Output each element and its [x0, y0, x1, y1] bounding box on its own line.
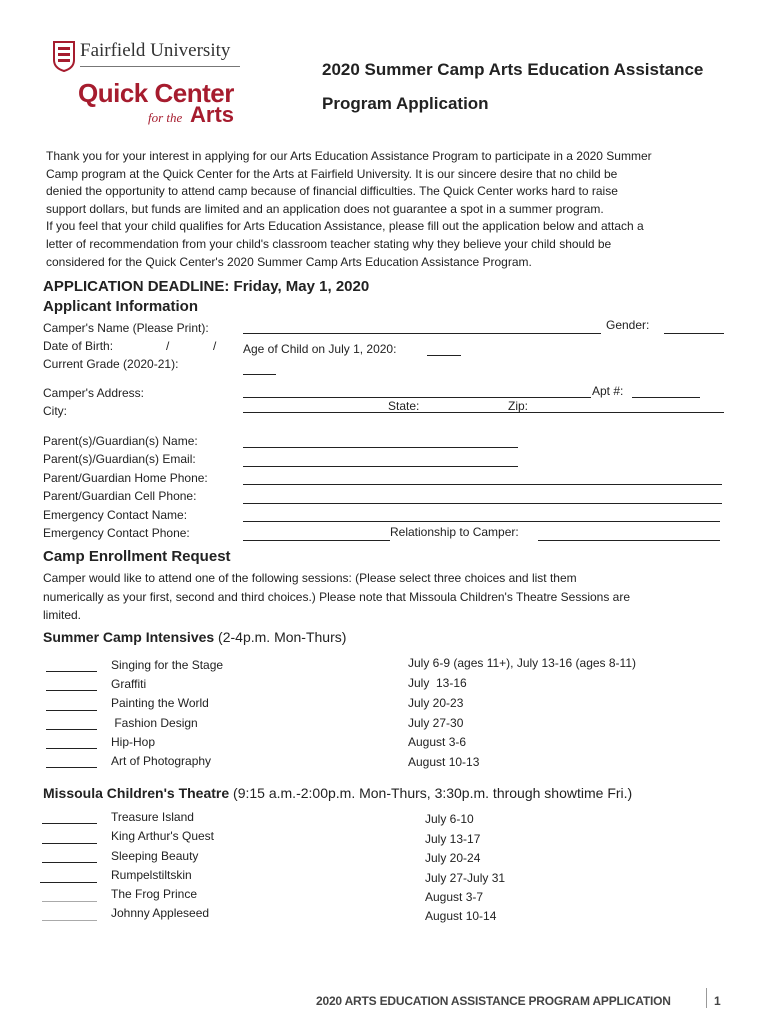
enrollment-text — [43, 569, 630, 625]
list-item: Fashion Design — [111, 716, 198, 730]
choice-blank[interactable] — [42, 901, 97, 902]
session-dates: July 20-24 — [425, 851, 481, 865]
choice-blank[interactable] — [46, 767, 97, 768]
intro-line: letter of recommendation from your child's classroom teacher stating why they believe your child should be — [46, 236, 612, 251]
address-field[interactable] — [243, 397, 591, 398]
list-item: Singing for the Stage — [111, 658, 224, 672]
emergency-name-label: Emergency Contact Name: — [43, 508, 188, 522]
gender-field[interactable] — [664, 333, 724, 334]
choice-blank[interactable] — [42, 823, 97, 824]
title-line-1: 2020 Summer Camp Arts Education Assistance — [322, 60, 704, 79]
session-dates: August 10-14 — [425, 909, 497, 923]
enrollment-line: limited. — [43, 608, 82, 622]
relationship-label: Relationship to Camper: — [390, 525, 519, 539]
list-item: Hip-Hop — [111, 735, 156, 749]
parent-email-label: Parent(s)/Guardian(s) Email: — [43, 452, 196, 466]
intro-paragraph — [46, 148, 736, 271]
session-dates: July 6-10 — [425, 812, 474, 826]
choice-blank[interactable] — [46, 710, 97, 711]
choice-blank[interactable] — [42, 862, 97, 863]
choice-blank[interactable] — [40, 882, 97, 883]
apt-label: Apt #: — [592, 384, 624, 398]
missoula-heading-title: Missoula Children's Theatre — [43, 785, 230, 801]
dob-separator: / — [213, 339, 217, 353]
enrollment-line: numerically as your first, second and third choices.) Please note that Missoula Children's Theatre Sessions are — [43, 589, 631, 604]
camper-name-label: Camper's Name (Please Print): — [43, 321, 209, 335]
parent-email-field[interactable] — [243, 466, 518, 467]
footer-divider — [706, 988, 707, 1008]
cell-phone-field[interactable] — [243, 503, 722, 504]
list-item: Johnny Appleseed — [111, 906, 210, 920]
intensives-heading — [43, 629, 346, 645]
applicant-info-heading: Applicant Information — [43, 298, 198, 315]
city-label: City: — [43, 404, 67, 418]
home-phone-label: Parent/Guardian Home Phone: — [43, 471, 208, 485]
university-seal-icon — [52, 40, 76, 72]
city-state-zip-field[interactable] — [243, 412, 724, 413]
application-deadline: APPLICATION DEADLINE: Friday, May 1, 2020 — [43, 278, 370, 295]
page-number: 1 — [714, 994, 721, 1008]
camper-name-field[interactable] — [243, 333, 601, 334]
list-item: Art of Photography — [111, 754, 212, 768]
emergency-phone-field[interactable] — [243, 540, 390, 541]
title-line-2: Program Application — [322, 94, 489, 113]
footer-text: 2020 ARTS EDUCATION ASSISTANCE PROGRAM APPLICATION — [316, 994, 671, 1008]
logo — [50, 38, 250, 130]
parent-name-field[interactable] — [243, 447, 518, 448]
age-label: Age of Child on July 1, 2020: — [243, 342, 397, 356]
session-dates: July 27-July 31 — [425, 871, 506, 885]
dob-separator: / — [166, 339, 170, 353]
session-dates: August 10-13 — [408, 755, 480, 769]
choice-blank[interactable] — [46, 690, 97, 691]
choice-blank[interactable] — [46, 748, 97, 749]
session-dates: July 27-30 — [408, 716, 464, 730]
grade-label: Current Grade (2020-21): — [43, 357, 179, 371]
quick-center-wordmark: Quick Center — [78, 78, 234, 108]
list-item: King Arthur's Quest — [111, 829, 215, 843]
list-item: Rumpelstiltskin — [111, 868, 192, 882]
apt-field[interactable] — [632, 397, 700, 398]
intro-line: Camp program at the Quick Center for the Arts at Fairfield University. It is our sincere desire that no child be — [46, 166, 618, 181]
age-field[interactable] — [427, 355, 461, 356]
session-dates: August 3-6 — [408, 735, 467, 749]
choice-blank[interactable] — [46, 729, 97, 730]
logo-rule — [80, 66, 240, 67]
address-label: Camper's Address: — [43, 386, 144, 400]
session-dates: July 6-9 (ages 11+), July 13-16 (ages 8-11) — [408, 656, 637, 670]
list-item: Treasure Island — [111, 810, 194, 824]
missoula-heading — [43, 785, 632, 801]
choice-blank[interactable] — [42, 920, 97, 921]
parent-name-label: Parent(s)/Guardian(s) Name: — [43, 434, 198, 448]
intro-line: support dollars, but funds are limited and an application does not guarantee a spot in a summer program. — [46, 201, 604, 216]
list-item: Painting the World — [111, 696, 209, 710]
zip-label: Zip: — [508, 399, 529, 413]
home-phone-field[interactable] — [243, 484, 722, 485]
cell-phone-label: Parent/Guardian Cell Phone: — [43, 489, 197, 503]
intensives-heading-title: Summer Camp Intensives — [43, 629, 215, 645]
intro-line: considered for the Quick Center's 2020 Summer Camp Arts Education Assistance Program. — [46, 254, 532, 269]
arts-wordmark: Arts — [190, 102, 235, 127]
enrollment-line: Camper would like to attend one of the following sessions: (Please select three choices and list them — [43, 571, 577, 585]
enrollment-heading: Camp Enrollment Request — [43, 548, 231, 565]
intensives-heading-schedule: (2-4p.m. Mon-Thurs) — [214, 629, 347, 645]
dob-label: Date of Birth: — [43, 339, 114, 353]
state-label: State: — [388, 399, 420, 413]
university-name: Fairfield University — [80, 40, 231, 61]
session-dates: July 13-17 — [425, 832, 481, 846]
emergency-phone-label: Emergency Contact Phone: — [43, 526, 190, 540]
intro-line: Thank you for your interest in applying for our Arts Education Assistance Program to participate in a 2020 Summer — [46, 149, 652, 163]
emergency-name-field[interactable] — [243, 521, 720, 522]
session-dates: July 20-23 — [408, 696, 464, 710]
list-item: The Frog Prince — [111, 887, 198, 901]
missoula-heading-schedule: (9:15 a.m.-2:00p.m. Mon-Thurs, 3:30p.m. through showtime Fri.) — [229, 785, 633, 801]
gender-label: Gender: — [606, 318, 650, 332]
list-item: Sleeping Beauty — [111, 849, 199, 863]
relationship-field[interactable] — [538, 540, 720, 541]
session-dates: August 3-7 — [425, 890, 484, 904]
session-dates: July 13-16 — [408, 676, 467, 690]
intro-line: If you feel that your child qualifies for Arts Education Assistance, please fill out the application below and attach a — [46, 219, 644, 234]
intro-line: denied the opportunity to attend camp because of financial difficulties. The Quick Center works hard to raise — [46, 184, 618, 199]
for-the-text: for the — [148, 110, 183, 125]
choice-blank[interactable] — [46, 671, 97, 672]
grade-field[interactable] — [243, 374, 276, 375]
list-item: Graffiti — [111, 677, 147, 691]
choice-blank[interactable] — [42, 843, 97, 844]
